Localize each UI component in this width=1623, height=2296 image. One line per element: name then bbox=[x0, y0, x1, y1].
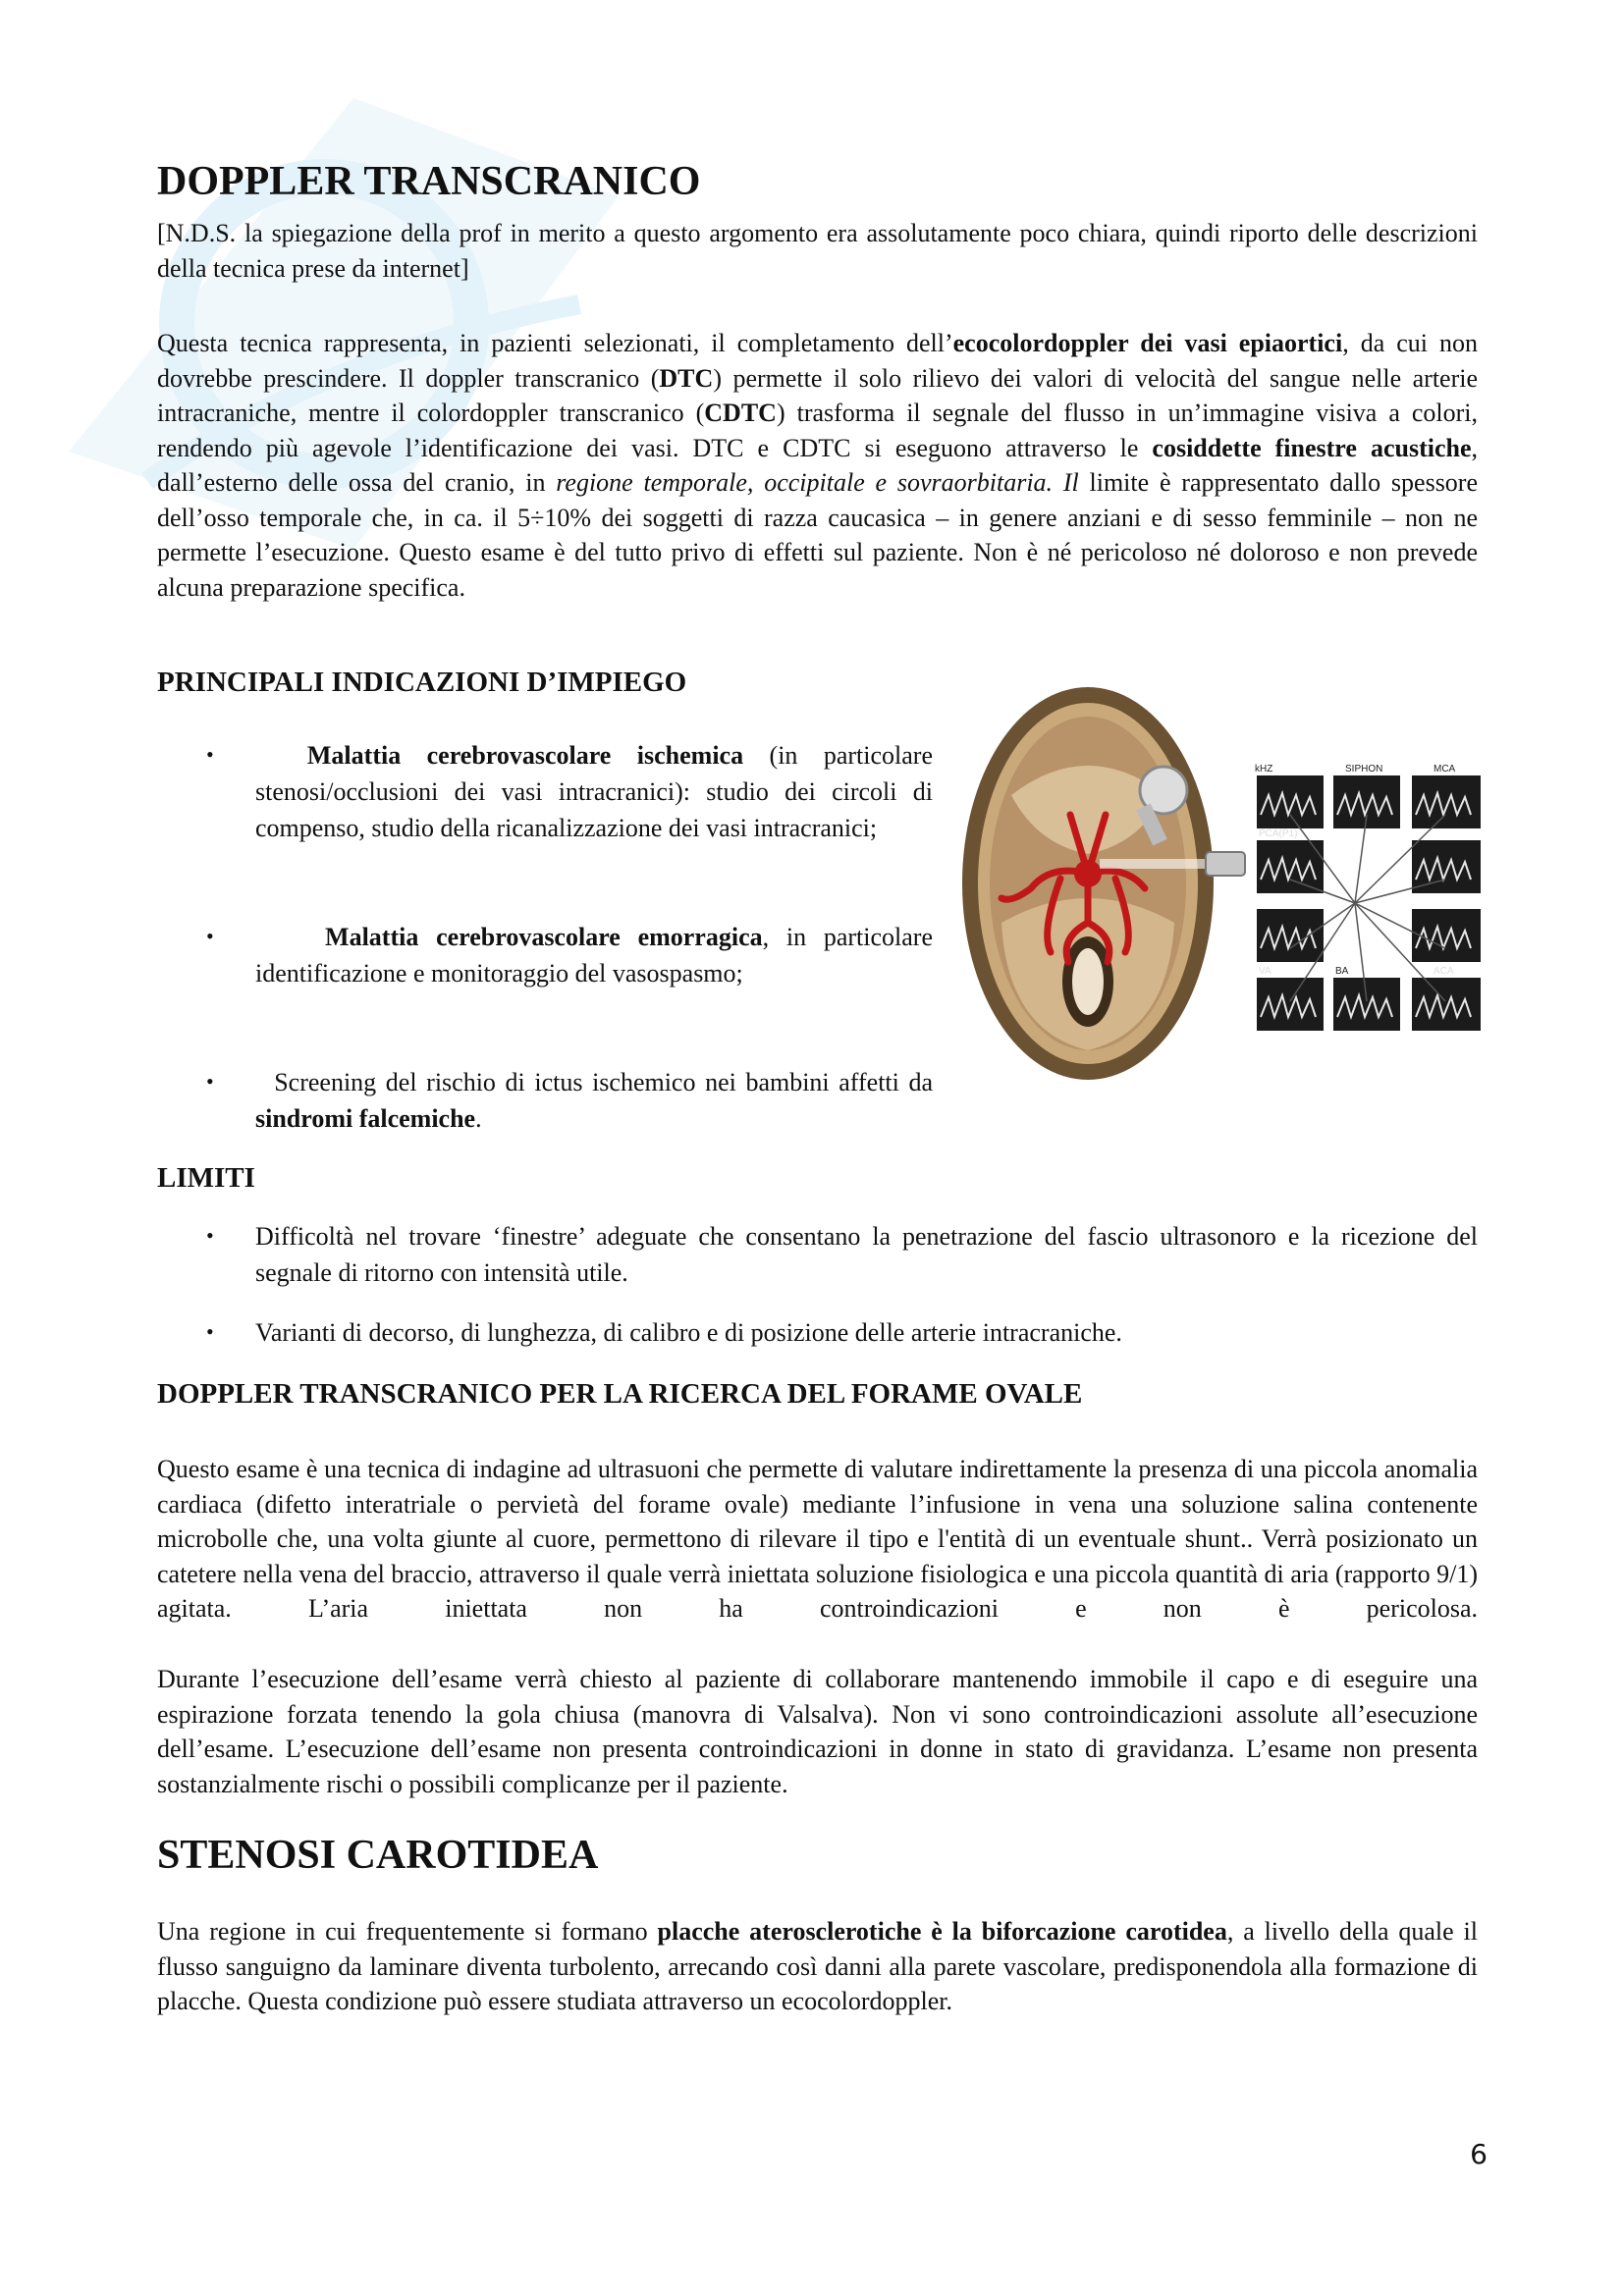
intro-paragraph: Questa tecnica rappresenta, in pazienti selezionati, il completamento dell’ecocolordoppler dei vasi epiaortici, da cui non dovrebbe prescindere. Il doppler transcranico (DTC) permette il solo rilievo dei valori di velocità del sangue nelle arterie intracraniche, mentre il colordoppler transcranico (CDTC) trasforma il segnale del flusso in un’immagine visiva a colori, rendendo più agevole l’identificazione dei vasi. DTC e CDTC si eseguono attraverso le cosiddette finestre acustiche, dall’esterno delle ossa del cranio, in regione temporale, occipitale e sovraorbitaria. Il limite è rappresentato dallo spessore dell’osso temporale che, in ca. il 5÷10% dei soggetti di razza caucasica – in genere anziani e di sesso femminile – non ne permette l’esecuzione. Questo esame è del tutto privo di effetti sul paziente. Non è né pericoloso né doloroso e non prevede alcuna preparazione specifica. bbox=[157, 329, 1479, 602]
figure-label: ACA bbox=[1434, 966, 1454, 977]
page-number: 6 bbox=[1470, 2138, 1488, 2170]
forame-ovale-paragraph-1: Questo esame è una tecnica di indagine ad ultrasuoni che permette di valutare indirettamente la presenza di una piccola anomalia cardiaca (difetto interatriale o pervietà del forame ovale) mediante l’infusione in vena una soluzione salina contenente microbolle che, una volta giunte al cuore, permettono di rilevare il tipo e l'entità di un eventuale shunt.. Verrà posizionato un catetere nella vena del braccio, attraverso il quale verrà iniettata soluzione fisiologica e una piccola quantità di aria (rapporto 9/1) agitata. L’aria iniettata non ha controindicazioni e non è pericolosa. bbox=[157, 1455, 1478, 1623]
transcranial-doppler-figure bbox=[943, 677, 1492, 1090]
bullet-icon: • bbox=[206, 924, 214, 948]
indication-item-1: Malattia cerebrovascolare ischemica (in particolare stenosi/occlusioni dei vasi intracranici): studio dei circoli di compenso, studio della ricanalizzazione dei vasi intracranici; bbox=[255, 741, 934, 842]
stenosi-paragraph: Una regione in cui frequentemente si formano placche aterosclerotiche è la biforcazione carotidea, a livello della quale il flusso sanguigno da laminare diventa turbolento, arrecando così danni alla parete vascolare, predisponendola alla formazione di placche. Questa condizione può essere studiata attraverso un ecocolordoppler. bbox=[157, 1917, 1478, 2015]
bullet-icon: • bbox=[206, 1223, 214, 1248]
figure-label: MCA bbox=[1434, 764, 1456, 774]
bullet-icon: • bbox=[206, 742, 214, 767]
indication-item-2: Malattia cerebrovascolare emorragica, in particolare identificazione e monitoraggio del vasospasmo; bbox=[255, 923, 933, 988]
figure-label: kHZ bbox=[1255, 764, 1273, 774]
forame-ovale-paragraph-2: Durante l’esecuzione dell’esame verrà chiesto al paziente di collaborare mantenendo immobile il capo e di eseguire una espirazione forzata tenendo la gola chiusa (manovra di Valsalva). Non vi sono controindicazioni assolute all’esecuzione dell’esame. L’esecuzione dell’esame non presenta controindicazioni in donne in stato di gravidanza. L’esame non presenta sostanzialmente rischi o possibili complicanze per il paziente. bbox=[157, 1665, 1478, 1798]
bullet-icon: • bbox=[206, 1069, 214, 1094]
indications-heading: PRINCIPALI INDICAZIONI D’IMPIEGO bbox=[157, 667, 687, 698]
note-paragraph: [N.D.S. la spiegazione della prof in merito a questo argomento era assolutamente poco chiara, quindi riporto delle descrizioni della tecnica prese da internet] bbox=[157, 219, 1478, 283]
figure-label: VA bbox=[1259, 966, 1271, 977]
bullet-icon: • bbox=[206, 1319, 214, 1344]
figure-label: BA bbox=[1335, 966, 1349, 977]
section-title-doppler-transcranico: DOPPLER TRANSCRANICO bbox=[157, 159, 701, 204]
figure-label: PCA(P1) bbox=[1259, 828, 1298, 839]
figure-label: SIPHON bbox=[1345, 764, 1383, 774]
limit-item-1: Difficoltà nel trovare ‘finestre’ adeguate che consentano la penetrazione del fascio ultrasonoro e la ricezione del segnale di ritorno con intensità utile. bbox=[255, 1222, 1478, 1287]
limits-heading: LIMITI bbox=[157, 1162, 255, 1194]
indication-item-3: Screening del rischio di ictus ischemico nei bambini affetti da sindromi falcemiche. bbox=[255, 1068, 934, 1133]
section-title-stenosi-carotidea: STENOSI CAROTIDEA bbox=[157, 1833, 599, 1878]
forame-ovale-heading: DOPPLER TRANSCRANICO PER LA RICERCA DEL FORAME OVALE bbox=[157, 1378, 1083, 1410]
limit-item-2: Varianti di decorso, di lunghezza, di calibro e di posizione delle arterie intracraniche. bbox=[255, 1318, 1122, 1347]
